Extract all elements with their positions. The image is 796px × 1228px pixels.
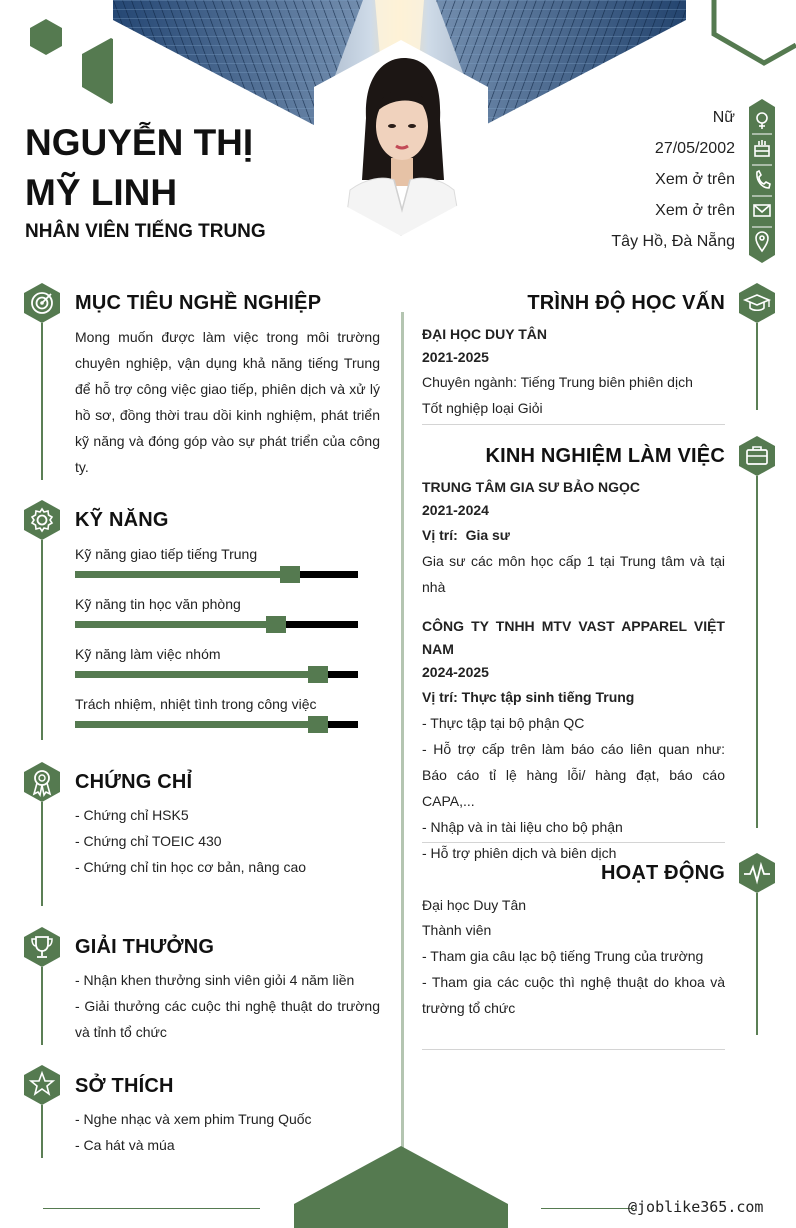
skill-level-bar	[75, 671, 358, 678]
certificate-item: - Chứng chỉ TOEIC 430	[75, 833, 222, 849]
awards-list	[75, 967, 380, 1045]
profile-photo	[314, 40, 488, 236]
contact-email: Xem ở trên	[655, 202, 735, 219]
skill-label: Kỹ năng giao tiếp tiếng Trung	[75, 546, 258, 562]
target-icon	[24, 283, 60, 323]
skill-level-bar	[75, 721, 358, 728]
activities-title: HOẠT ĐỘNG	[600, 862, 725, 884]
activity-role: Thành viên	[422, 922, 492, 938]
graduation-cap-icon	[739, 283, 775, 323]
job-position-row	[422, 684, 725, 710]
job-title: NHÂN VIÊN TIẾNG TRUNG	[25, 221, 266, 242]
skill-level-fill	[75, 721, 318, 728]
certificates-timeline	[41, 802, 43, 906]
activities-block	[422, 893, 725, 1021]
certificates-list	[75, 802, 380, 880]
award-item: - Giải thưởng các cuộc thi nghệ thuật do trường và tỉnh tổ chức	[75, 998, 380, 1040]
hobbies-title: SỞ THÍCH	[75, 1075, 174, 1097]
skill-level-bar	[75, 571, 358, 578]
skill-level-bar	[75, 621, 358, 628]
education-block	[422, 323, 725, 421]
skill-level-fill	[75, 571, 290, 578]
objective-text: Mong muốn được làm việc trong môi trường chuyên nghiệp, vận dụng khả năng tiếng Trung để hỗ trợ công việc giao tiếp, phiên dịch và xử lý hồ sơ, đồng thời trau dồi kinh nghiệm, phát triển kỹ năng và đóng góp vào sự phát triển của công ty.	[75, 329, 380, 475]
job-position: Thực tập sinh tiếng Trung	[461, 689, 635, 705]
skill-label: Kỹ năng tin học văn phòng	[75, 596, 241, 612]
education-school: ĐẠI HỌC DUY TÂN	[422, 326, 547, 342]
job-period: 2021-2024	[422, 502, 489, 518]
experience-timeline	[756, 476, 758, 828]
hobby-item: - Ca hát và múa	[75, 1137, 175, 1153]
job-position: Gia sư	[465, 527, 510, 543]
hobby-item: - Nghe nhạc và xem phim Trung Quốc	[75, 1111, 312, 1127]
certificates-title: CHỨNG CHỈ	[75, 771, 193, 793]
job-period: 2024-2025	[422, 664, 489, 680]
section-divider	[422, 1049, 725, 1050]
certificate-item: - Chứng chỉ HSK5	[75, 807, 189, 823]
job-detail: - Hỗ trợ cấp trên làm báo cáo liên quan như: Báo cáo tỉ lệ hàng lỗi/ hàng đạt, báo cáo CAPA,...	[422, 741, 725, 809]
skill-level-fill	[75, 621, 276, 628]
center-divider	[401, 312, 404, 1148]
awards-timeline	[41, 967, 43, 1045]
job-detail: Gia sư các môn học cấp 1 tại Trung tâm và tại nhà	[422, 553, 725, 595]
contact-birthday: 27/05/2002	[654, 140, 735, 157]
skills-timeline	[41, 540, 43, 740]
skill-label: Kỹ năng làm việc nhóm	[75, 646, 221, 662]
name-line-2: MỸ LINH	[25, 172, 178, 213]
star-icon	[24, 1065, 60, 1105]
trophy-icon	[24, 927, 60, 967]
job-company: CÔNG TY TNHH MTV VAST APPAREL VIỆT NAM	[422, 618, 725, 657]
education-title: TRÌNH ĐỘ HỌC VẤN	[527, 292, 725, 314]
award-ribbon-icon	[24, 762, 60, 802]
activity-item: - Tham gia các cuộc thì nghệ thuật do khoa và trường tổ chức	[422, 974, 725, 1016]
job-detail: - Hỗ trợ phiên dịch và biên dịch	[422, 845, 617, 861]
education-major: Chuyên ngành: Tiếng Trung biên phiên dịch	[422, 374, 693, 390]
job-detail: - Thực tập tại bộ phận QC	[422, 715, 585, 731]
briefcase-icon	[739, 436, 775, 476]
footer-line-right	[541, 1208, 634, 1209]
experience-title: KINH NGHIỆM LÀM VIỆC	[485, 445, 725, 467]
skill-level-knob	[280, 566, 300, 583]
hobbies-timeline	[41, 1105, 43, 1158]
experience-job-1	[422, 476, 725, 600]
candidate-name	[25, 118, 253, 218]
name-line-1: NGUYỄN THỊ	[25, 122, 254, 163]
job-company: TRUNG TÂM GIA SƯ BẢO NGỌC	[422, 479, 640, 495]
job-position-label: Vị trí:	[422, 527, 458, 543]
activities-timeline	[756, 893, 758, 1035]
certificate-item: - Chứng chỉ tin học cơ bản, nâng cao	[75, 859, 307, 875]
heartbeat-icon	[739, 853, 775, 893]
education-timeline	[756, 323, 758, 410]
education-period: 2021-2025	[422, 349, 489, 365]
awards-title: GIẢI THƯỞNG	[75, 936, 215, 958]
footer-hexagon	[294, 1146, 508, 1228]
skill-level-knob	[308, 716, 328, 733]
objective-timeline	[41, 323, 43, 480]
section-divider	[422, 424, 725, 425]
education-grade: Tốt nghiệp loại Giỏi	[422, 400, 543, 416]
watermark: @joblike365.com	[628, 1198, 764, 1216]
job-position-label: Vị trí:	[422, 689, 458, 705]
section-divider	[422, 842, 725, 843]
job-detail: - Nhập và in tài liệu cho bộ phận	[422, 819, 623, 835]
skill-level-fill	[75, 671, 318, 678]
contact-phone: Xem ở trên	[655, 171, 735, 188]
skill-level-knob	[308, 666, 328, 683]
contact-icon-strip	[748, 99, 776, 263]
award-item: - Nhận khen thưởng sinh viên giỏi 4 năm liền	[75, 972, 355, 988]
job-position-row	[422, 522, 725, 548]
gear-icon	[24, 500, 60, 540]
experience-job-2	[422, 615, 725, 866]
activity-organization: Đại học Duy Tân	[422, 897, 527, 913]
contact-gender: Nữ	[712, 109, 735, 126]
skill-label: Trách nhiệm, nhiệt tình trong công việc	[75, 696, 317, 712]
activity-item: - Tham gia câu lạc bộ tiếng Trung của trường	[422, 948, 704, 964]
objective-title: MỤC TIÊU NGHỀ NGHIỆP	[75, 292, 322, 314]
skill-level-knob	[266, 616, 286, 633]
contact-address: Tây Hồ, Đà Nẵng	[611, 233, 735, 250]
footer-line-left	[43, 1208, 260, 1209]
skills-title: KỸ NĂNG	[75, 509, 169, 531]
